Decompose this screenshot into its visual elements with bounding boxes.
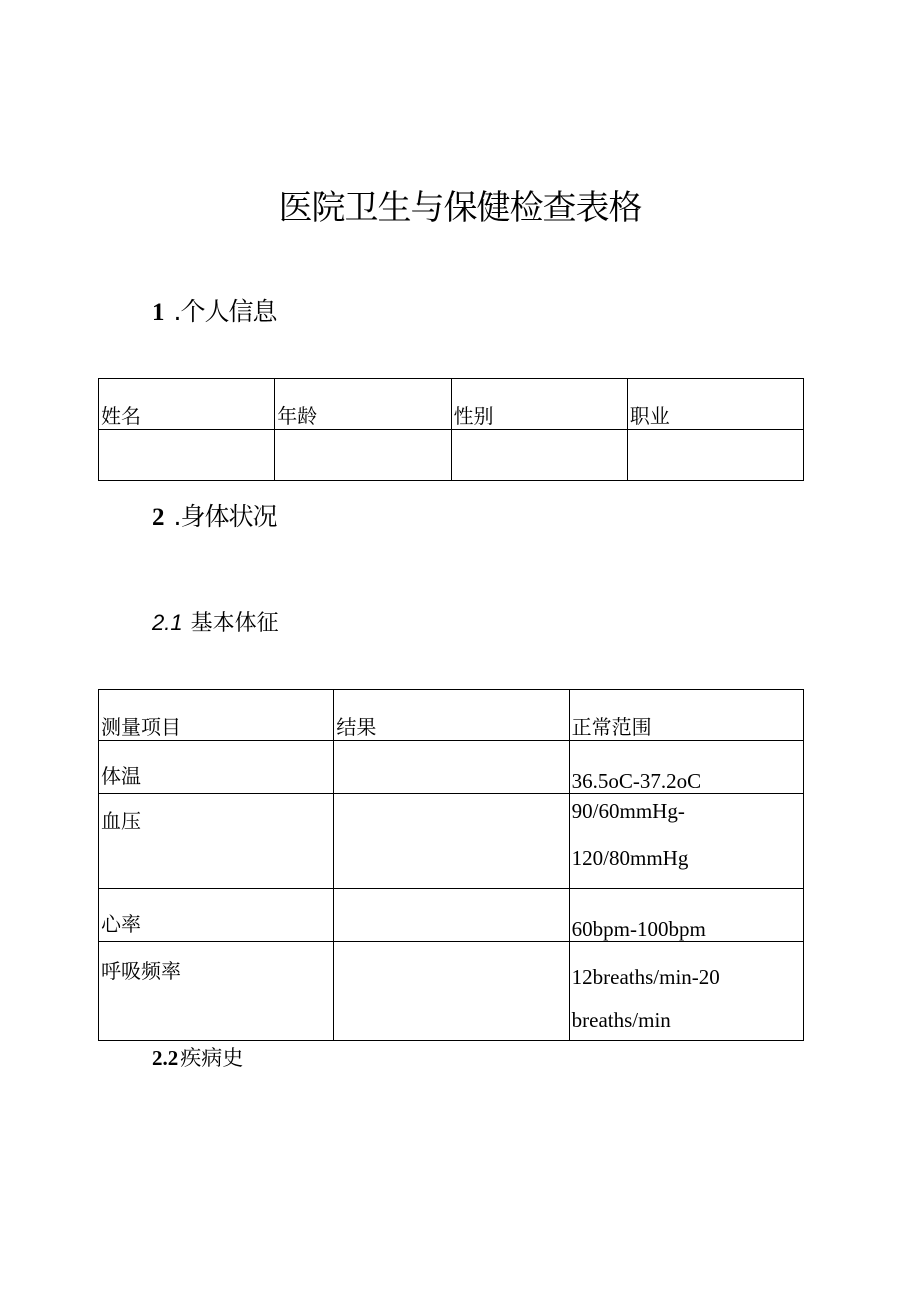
header-cell-gender: 性别: [451, 379, 627, 430]
value-cell-gender[interactable]: [451, 430, 627, 481]
subsection-label: 基本体征: [190, 611, 279, 636]
table-row: [99, 430, 804, 481]
subsection-number: 2.2: [152, 1046, 179, 1070]
table-header-row: [99, 379, 804, 430]
personal-info-table: [98, 378, 804, 481]
result-cell[interactable]: [334, 889, 569, 942]
vital-signs-table: [98, 689, 804, 1041]
header-cell-result: 结果: [334, 690, 569, 741]
value-cell-occupation[interactable]: [627, 430, 803, 481]
header-cell-range: 正常范围: [569, 690, 803, 741]
value-cell-name[interactable]: [99, 430, 275, 481]
item-cell: 血压: [99, 794, 334, 889]
range-cell: [569, 942, 803, 1041]
value-cell-age[interactable]: [275, 430, 451, 481]
section-number: 1: [152, 299, 164, 326]
item-cell: 呼吸频率: [99, 942, 334, 1041]
range-line-2: 120/80mmHg: [571, 846, 689, 870]
range-line-2: breaths/min: [571, 1008, 671, 1032]
range-line-1: 12breaths/min-20: [571, 965, 720, 989]
header-cell-item: 测量项目: [99, 690, 334, 741]
subsection-heading-medical-history: [152, 1042, 243, 1072]
result-cell[interactable]: [334, 741, 569, 794]
result-cell[interactable]: [334, 794, 569, 889]
subsection-heading-vital-signs: [152, 606, 279, 637]
subsection-label: 疾病史: [180, 1046, 244, 1070]
section-heading-physical-condition: [152, 497, 276, 533]
range-cell: 60bpm-100bpm: [569, 889, 803, 942]
range-line-1: 90/60mmHg-: [571, 799, 685, 823]
table-row: [99, 741, 804, 794]
subsection-number: 2.1: [152, 610, 183, 635]
section-label: .身体状况: [173, 502, 277, 531]
section-label: .个人信息: [173, 297, 277, 326]
section-number: 2: [152, 504, 164, 531]
table-row: [99, 794, 804, 889]
range-cell: 36.5oC-37.2oC: [569, 741, 803, 794]
result-cell[interactable]: [334, 942, 569, 1041]
table-row: [99, 942, 804, 1041]
page-title: 医院卫生与保健检查表格: [278, 188, 642, 228]
item-cell: 体温: [99, 741, 334, 794]
table-row: [99, 889, 804, 942]
table-header-row: [99, 690, 804, 741]
header-cell-occupation: 职业: [627, 379, 803, 430]
item-cell: 心率: [99, 889, 334, 942]
header-cell-name: 姓名: [99, 379, 275, 430]
range-cell: [569, 794, 803, 889]
header-cell-age: 年龄: [275, 379, 451, 430]
section-heading-personal-info: [152, 292, 276, 328]
